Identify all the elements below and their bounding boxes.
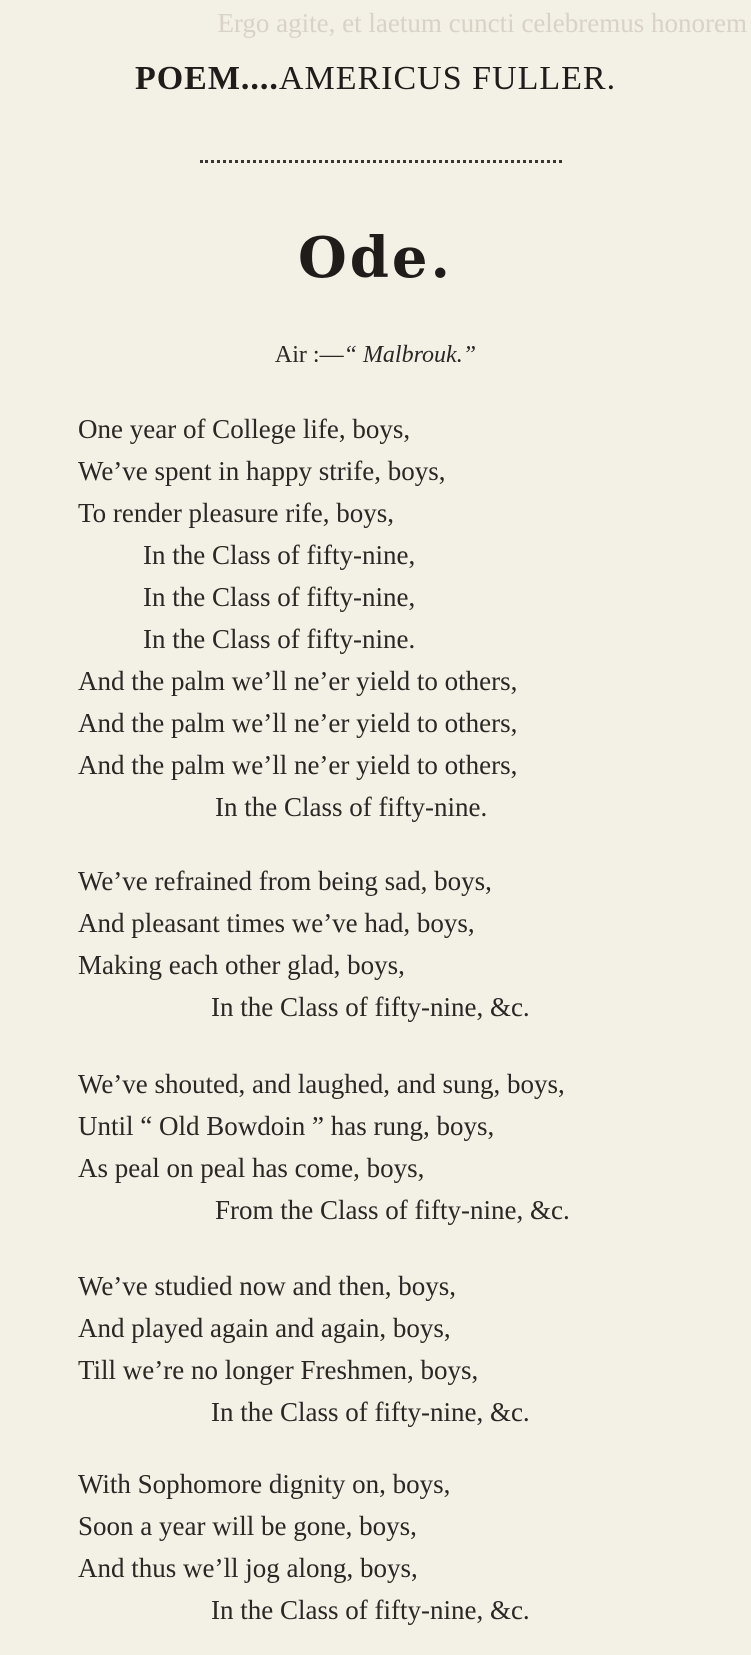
- bleed-through-text: Ergo agite, et laetum cuncti celebremus honorem: [217, 8, 747, 38]
- stanza-5: [78, 1463, 530, 1631]
- verse-line: We’ve refrained from being sad, boys,: [78, 866, 492, 896]
- stanza-4: [78, 1265, 530, 1433]
- verse-line: Until “ Old Bowdoin ” has rung, boys,: [78, 1111, 495, 1141]
- air-prefix: Air :—: [274, 342, 344, 368]
- verse-line: In the Class of fifty-nine, &c.: [211, 992, 530, 1022]
- verse-line: In the Class of fifty-nine,: [143, 582, 416, 612]
- verse-line: In the Class of fifty-nine, &c.: [211, 1595, 530, 1625]
- verse-line: To render pleasure rife, boys,: [78, 498, 394, 528]
- verse-line: We’ve spent in happy strife, boys,: [78, 456, 446, 486]
- verse-line: Soon a year will be gone, boys,: [78, 1511, 417, 1541]
- ode-title: Ode.: [297, 225, 454, 291]
- verse-line: One year of College life, boys,: [78, 414, 411, 444]
- verse-line: In the Class of fifty-nine.: [143, 624, 416, 654]
- verse-line: We’ve shouted, and laughed, and sung, boys,: [78, 1069, 565, 1099]
- verse-line: With Sophomore dignity on, boys,: [78, 1469, 451, 1499]
- dotted-rule: [200, 160, 562, 163]
- stanza-1: [78, 408, 517, 828]
- verse-line: And the palm we’ll ne’er yield to others,: [78, 666, 518, 696]
- verse-line: As peal on peal has come, boys,: [78, 1153, 425, 1183]
- verse-line: From the Class of fifty-nine, &c.: [215, 1195, 570, 1225]
- verse-line: In the Class of fifty-nine,: [143, 540, 416, 570]
- verse-line: In the Class of fifty-nine, &c.: [211, 1397, 530, 1427]
- verse-line: And pleasant times we’ve had, boys,: [78, 908, 475, 938]
- verse-line: And the palm we’ll ne’er yield to others,: [78, 708, 518, 738]
- verse-line: Till we’re no longer Freshmen, boys,: [78, 1355, 479, 1385]
- verse-line: Making each other glad, boys,: [78, 950, 405, 980]
- verse-line: In the Class of fifty-nine.: [215, 792, 488, 822]
- stanza-2: [78, 860, 530, 1028]
- header-poem-label: POEM....: [134, 60, 279, 97]
- verse-line: And the palm we’ll ne’er yield to others,: [78, 750, 518, 780]
- air-line: [0, 342, 751, 369]
- verse-line: And thus we’ll jog along, boys,: [78, 1553, 418, 1583]
- page-header: [0, 60, 751, 98]
- verse-line: And played again and again, boys,: [78, 1313, 451, 1343]
- header-author: AMERICUS FULLER.: [278, 60, 617, 97]
- verse-line: We’ve studied now and then, boys,: [78, 1271, 456, 1301]
- air-tune-name: “ Malbrouk.”: [343, 342, 477, 368]
- stanza-3: [78, 1063, 570, 1231]
